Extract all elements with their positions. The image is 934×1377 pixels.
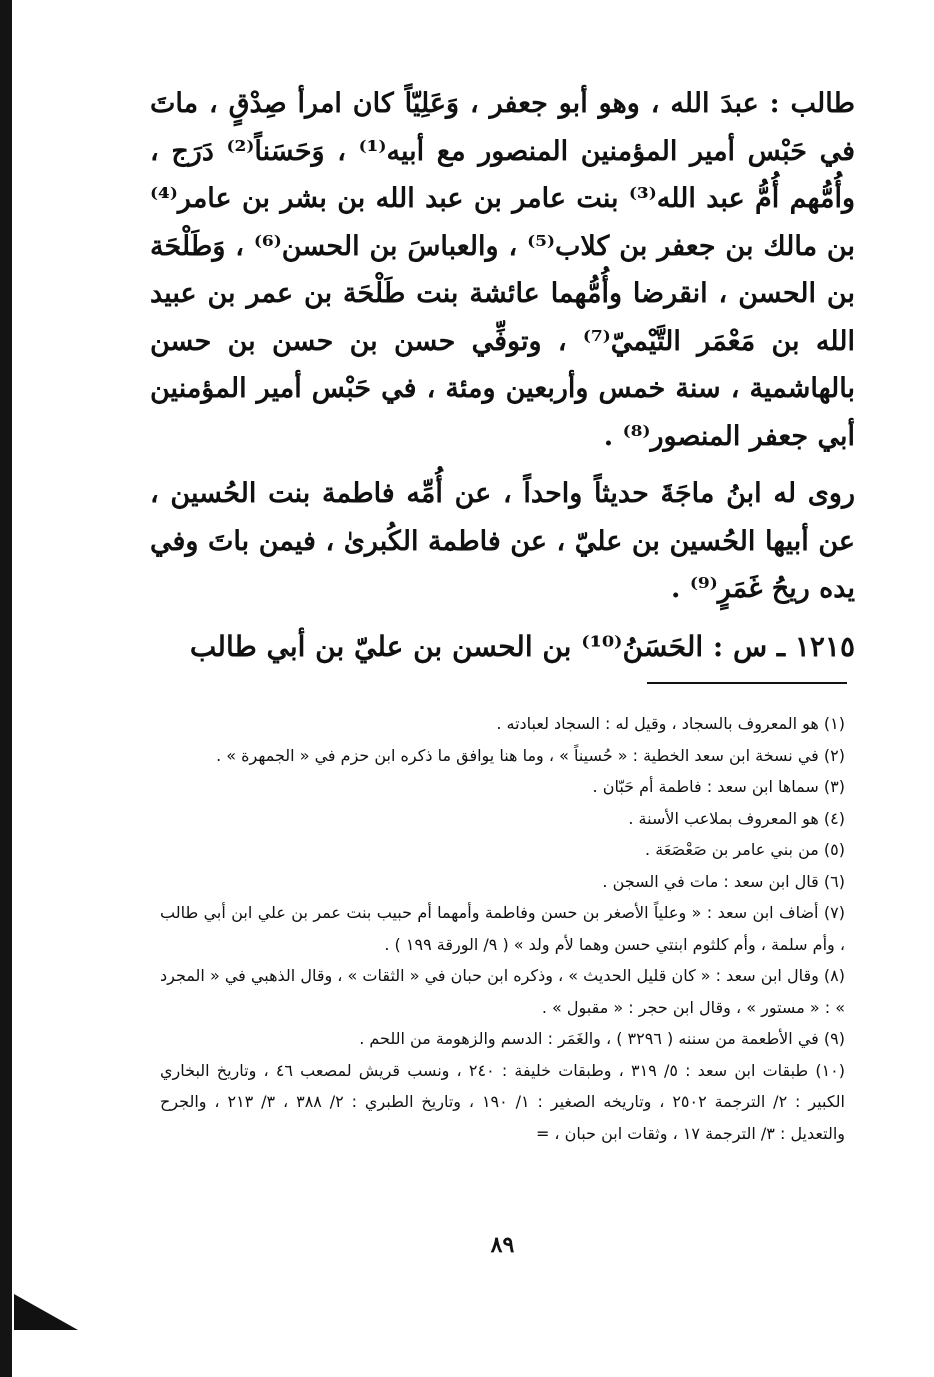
footnotes xyxy=(160,708,845,1149)
book-page xyxy=(150,80,855,1280)
entry-heading: ١٢١٥ ـ س : الحَسَنُ⁽¹⁰⁾ بن الحسن بن عليّ بن أبي طالب xyxy=(189,629,855,663)
footnote-separator xyxy=(647,682,847,684)
footnote: (٥) من بني عامر بن صَعْصَعَة . xyxy=(645,840,845,859)
main-paragraph: روى له ابنُ ماجَةَ حديثاً واحداً ، عن أُمِّه فاطمة بنت الحُسين ، عن أبيها الحُسين بن عليّ ، عن فاطمة الكُبرىٰ ، فيمن باتَ وفي يده ريحُ غَمَرٍ⁽⁹⁾ . xyxy=(150,478,855,604)
footnote: (٢) في نسخة ابن سعد الخطية : « حُسيناً » ، وما هنا يوافق ما ذكره ابن حزم في « الجمهرة » . xyxy=(216,745,845,765)
footnote: (١٠) طبقات ابن سعد : ٥/ ٣١٩ ، وطبقات خليفة : ٢٤٠ ، ونسب قريش لمصعب ٤٦ ، وتاريخ البخاري الكبير : ٢/ الترجمة ٢٥٠٢ ، وتاريخه الصغير : ١/ ١٩٠ ، وتاريخ الطبري : ٢/ ٣٨٨ ، ٣/ ٢١٣ ، والجرح والتعديل : ٣/ الترجمة ١٧ ، وثقات ابن حبان ، = xyxy=(160,1060,846,1143)
footnote: (١) هو المعروف بالسجاد ، وقيل له : السجاد لعبادته . xyxy=(496,714,845,733)
footnote: (٤) هو المعروف بملاعب الأسنة . xyxy=(628,808,845,828)
page-number: ٨٩ xyxy=(490,1232,515,1258)
footnote: (٦) قال ابن سعد : مات في السجن . xyxy=(602,871,845,891)
footnote: (٩) في الأطعمة من سننه ( ٣٢٩٦ ) ، والغَمَر : الدسم والزهومة من اللحم . xyxy=(359,1029,845,1048)
footnote: (٣) سماها ابن سعد : فاطمة أم حَبّان . xyxy=(592,777,845,796)
footnote: (٨) وقال ابن سعد : « كان قليل الحديث » ، وذكره ابن حبان في « الثقات » ، وقال الذهبي في « المجرد » : « مستور » ، وقال ابن حجر : « مقبول » . xyxy=(160,966,845,1017)
main-text xyxy=(150,80,855,670)
footnote: (٧) أضاف ابن سعد : « وعلياً الأصغر بن حسن وفاطمة وأمهما أم حبيب بنت عمر بن علي ابن أبي طالب ، وأم سلمة ، وأم كلثوم ابنتي حسن وهما لأم ولد » ( ٩/ الورقة ١٩٩ ) . xyxy=(160,903,845,954)
main-paragraph: طالب : عبدَ الله ، وهو أبو جعفر ، وَعَلِيّاً كان امرأ صِدْقٍ ، ماتَ في حَبْس أمير المؤمنين المنصور مع أبيه⁽¹⁾ ، وَحَسَناً⁽²⁾ دَرَج ، وأُمُّهم أُمُّ عبد الله⁽³⁾ بنت عامر بن عبد الله بن بشر بن عامر⁽⁴⁾ بن مالك بن جعفر بن كلاب⁽⁵⁾ ، والعباسَ بن الحسن⁽⁶⁾ ، وَطَلْحَة بن الحسن ، انقرضا وأُمُّهما عائشة بنت طَلْحَة بن عمر بن عبيد الله بن مَعْمَر التَّيْميّ⁽⁷⁾ ، وتوفِّي حسن بن حسن بن حسن بالهاشمية ، سنة خمس وأربعين ومئة ، في حَبْس أمير المؤمنين أبي جعفر المنصور⁽⁸⁾ . xyxy=(150,88,855,452)
scan-edge xyxy=(0,0,12,1377)
corner-triangle-mark xyxy=(12,1292,82,1332)
